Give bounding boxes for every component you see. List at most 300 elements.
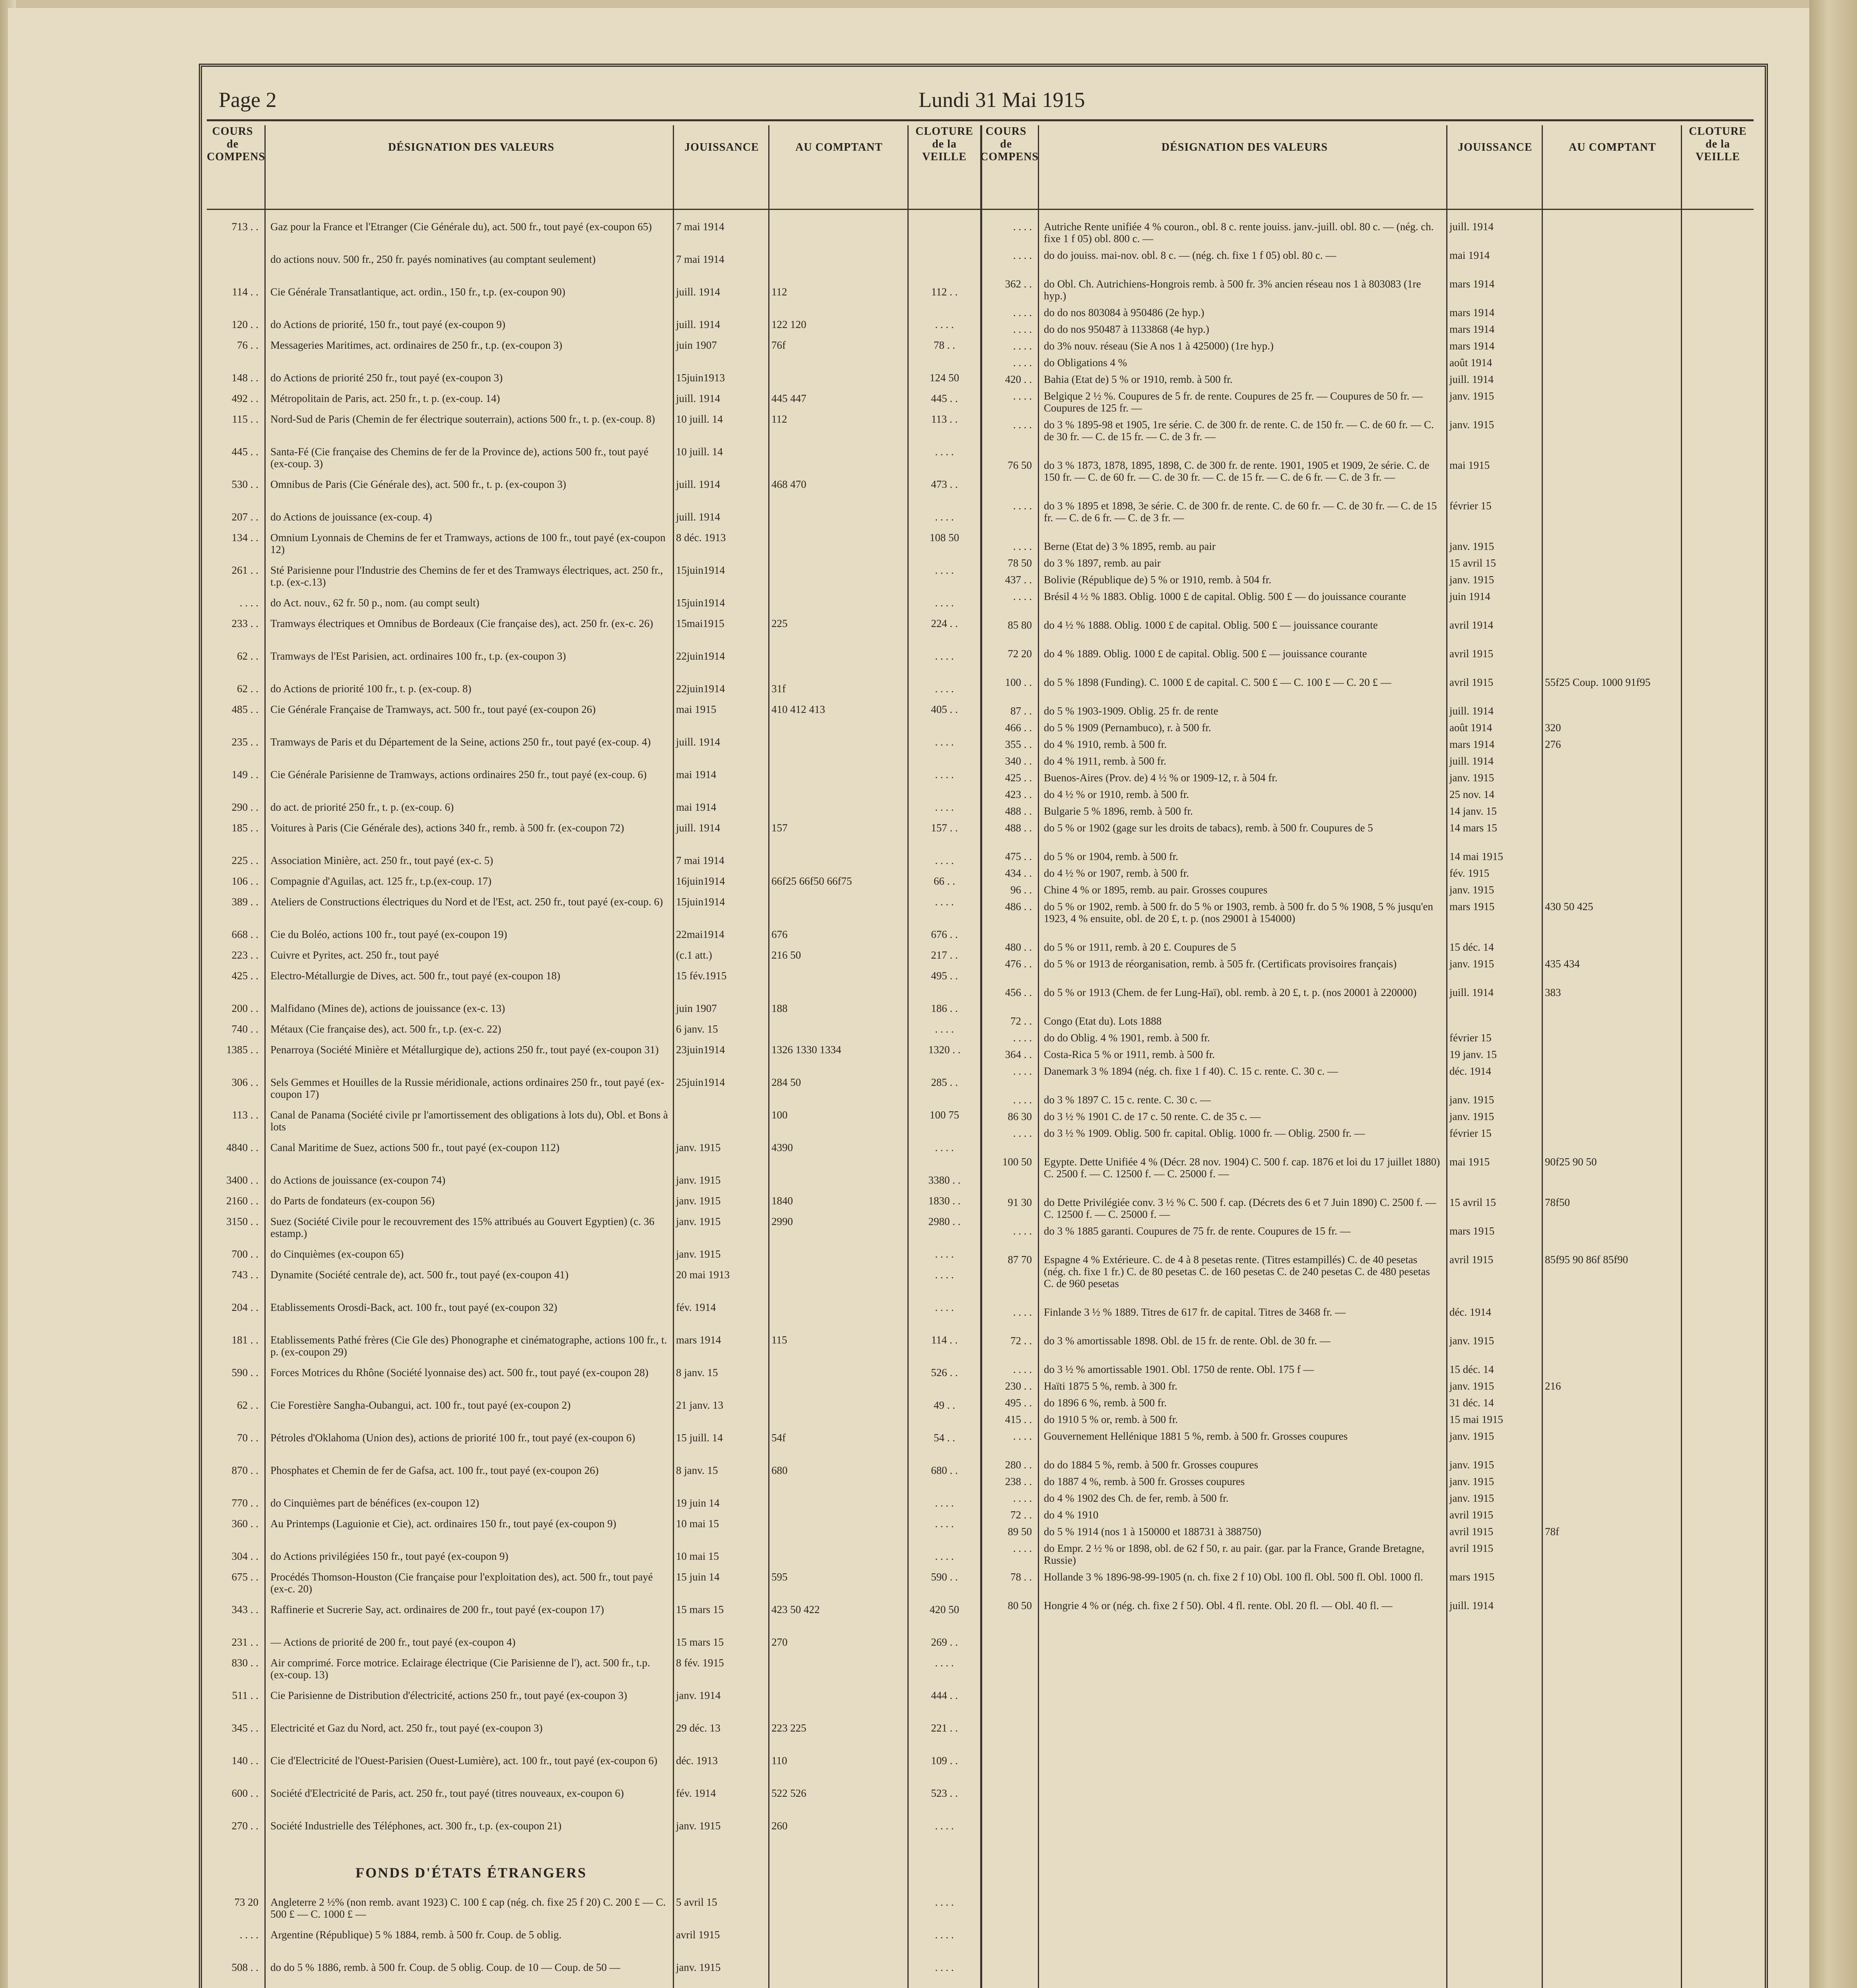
cell-au-comptant: 320 [1545,722,1561,734]
col-header-cours: COURS de COMPENS [207,125,265,163]
cell-designation: do 5 % or 1913 de réorganisation, remb. à 505 fr. (Certificats provisoires français) [1044,958,1397,970]
cell-jouissance: 15mai1915 [676,617,725,629]
header-rule [207,119,1754,121]
cell-jouissance: juill. 1914 [676,392,721,404]
cell-jouissance: 15juin1914 [676,896,725,908]
cell-jouissance: février 15 [1449,500,1492,512]
cell-cours: 85 80 [1008,619,1032,631]
cell-jouissance: janv. 1915 [676,1820,721,1832]
cell-designation: Tramways électriques et Omnibus de Bordeaux (Cie française des), act. 250 fr. (ex-c. 26) [270,617,653,629]
cell-au-comptant: 78f [1545,1526,1559,1538]
cell-cloture: 112 . . [931,286,958,298]
cell-jouissance: 15 juin 14 [676,1571,720,1583]
cell-designation: do 3 % 1885 garanti. Coupures de 75 fr. de rente. Coupures de 15 fr. — [1044,1225,1351,1237]
cell-designation: Gouvernement Hellénique 1881 5 %, remb. à 500 fr. Grosses coupures [1044,1430,1348,1442]
cell-designation: Omnium Lyonnais de Chemins de fer et Tramways, actions de 100 fr., tout payé (ex-coupon 12) [270,532,666,555]
cell-designation: Cuivre et Pyrites, act. 250 fr., tout payé [270,949,439,961]
cell-jouissance: janv. 1915 [1449,1094,1494,1106]
cell-cours: . . . . [239,597,258,609]
cell-cloture: 405 . . [931,703,958,715]
cell-jouissance: fév. 1914 [676,1787,716,1799]
cell-cours: 488 . . [1005,805,1032,817]
cell-designation: do 5 % or 1913 (Chem. de fer Lung-Haï), obl. remb. à 20 £, t. p. (nos 20001 à 220000) [1044,986,1417,998]
cell-jouissance: avril 1915 [1449,1254,1494,1266]
cell-designation: Sté Parisienne pour l'Industrie des Chemins de fer et des Tramways électriques, act. 250 fr., t.p. (ex-c.13) [270,564,663,588]
cell-cours: 415 . . [1005,1413,1032,1425]
cell-cours: 204 . . [231,1301,258,1313]
cell-designation: Pétroles d'Oklahoma (Union des), actions de priorité 100 fr., tout payé (ex-coupon 6) [270,1432,635,1444]
cell-jouissance: juill. 1914 [676,318,721,330]
col-divider [1681,125,1682,1988]
cell-cloture: . . . . [935,1301,954,1313]
cell-cours: 72 . . [1010,1509,1032,1521]
cell-cours: 207 . . [231,511,258,523]
cell-au-comptant: 410 412 413 [771,703,825,715]
cell-cours: 91 30 [1008,1196,1032,1208]
cell-au-comptant: 4390 [771,1142,793,1153]
cell-cours: 115 . . [232,413,258,425]
cell-jouissance: janv. 1915 [676,1174,721,1186]
cell-jouissance: mai 1914 [676,801,717,813]
cell-cours: 488 . . [1005,822,1032,834]
cell-cloture: . . . . [935,801,954,813]
cell-jouissance: janv. 1915 [1449,574,1494,586]
cell-designation: do 4 % 1889. Oblig. 1000 £ de capital. Oblig. 500 £ — jouissance courante [1044,648,1367,660]
header-divider [207,209,980,210]
cell-cours: 740 . . [231,1023,258,1035]
cell-cours: 270 . . [231,1820,258,1832]
cell-jouissance: 22mai1914 [676,928,725,940]
col-header-au-comptant: AU COMPTANT [1569,141,1656,153]
cell-jouissance: janv. 1915 [1449,419,1494,431]
cell-cloture: 124 50 [929,372,960,384]
cell-designation: Société d'Electricité de Paris, act. 250 fr., tout payé (titres nouveaux, ex-coupon 6) [270,1787,624,1799]
cell-jouissance: mars 1915 [1449,1225,1495,1237]
cell-designation: Finlande 3 ½ % 1889. Titres de 617 fr. de capital. Titres de 3468 fr. — [1044,1306,1346,1318]
cell-designation: do 3 ½ % 1901 C. de 17 c. 50 rente. C. de 35 c. — [1044,1110,1261,1122]
cell-cloture: 217 . . [931,949,958,961]
cell-cloture: 590 . . [931,1571,958,1583]
cell-designation: do Cinquièmes part de bénéfices (ex-coupon 12) [270,1497,479,1509]
cell-cours: 261 . . [231,564,258,576]
col-header-jouissance: JOUISSANCE [684,141,759,153]
cell-cloture: 473 . . [931,478,958,490]
cell-cloture: . . . . [935,683,954,695]
cell-cours: 492 . . [231,392,258,404]
cell-designation: do 3 % 1897 C. 15 c. rente. C. 30 c. — [1044,1094,1211,1106]
cell-cours: 3150 . . [226,1215,258,1227]
cell-cours: 345 . . [231,1722,258,1734]
cell-cloture: . . . . [935,511,954,523]
cell-cours: 485 . . [231,703,258,715]
cell-designation: Raffinerie et Sucrerie Say, act. ordinaires de 200 fr., tout payé (ex-coupon 17) [270,1604,604,1615]
cell-designation: Brésil 4 ½ % 1883. Oblig. 1000 £ de capital. Oblig. 500 £ — do jouissance courante [1044,590,1406,602]
cell-cloture: 224 . . [931,617,958,629]
cell-cloture: 78 . . [934,339,955,351]
cell-cours: 73 20 [234,1896,258,1908]
page-number: Page 2 [219,88,277,112]
cell-designation: do Empr. 2 ½ % or 1898, obl. de 62 f 50, r. au pair. (gar. par la France, Grande Bretagne, Russie) [1044,1542,1424,1566]
cell-jouissance: 15juin1913 [676,372,725,384]
cell-designation: do 3% nouv. réseau (Sie A nos 1 à 425000) (1re hyp.) [1044,340,1274,352]
cell-designation: do do nos 950487 à 1133868 (4e hyp.) [1044,323,1209,335]
cell-cours: 1385 . . [226,1044,258,1056]
cell-au-comptant: 112 [771,286,787,298]
cell-cours: 86 30 [1008,1110,1032,1122]
cell-designation: Argentine (République) 5 % 1884, remb. à 500 fr. Coup. de 5 oblig. [270,1929,562,1941]
cell-designation: do 3 ½ % 1909. Oblig. 500 fr. capital. Oblig. 1000 fr. — Oblig. 2500 fr. — [1044,1127,1365,1139]
cell-jouissance: 15 avril 15 [1449,1196,1496,1208]
cell-au-comptant: 115 [771,1334,787,1346]
cell-cours: 389 . . [231,896,258,908]
cell-jouissance: janv. 1915 [676,1961,721,1973]
cell-jouissance: 6 janv. 15 [676,1023,718,1035]
cell-cours: 456 . . [1005,986,1032,998]
cell-jouissance: juin 1907 [676,339,717,351]
cell-jouissance: janv. 1915 [1449,1492,1494,1504]
cell-cours: 364 . . [1005,1048,1032,1060]
cell-jouissance: janv. 1915 [676,1248,721,1260]
cell-cours: 668 . . [231,928,258,940]
cell-jouissance: mai 1914 [676,769,717,780]
cell-designation: Electricité et Gaz du Nord, act. 250 fr., tout payé (ex-coupon 3) [270,1722,543,1734]
cell-cours: . . . . [1013,1492,1032,1504]
cell-designation: do 1910 5 % or, remb. à 500 fr. [1044,1413,1178,1425]
col-header-designation: DÉSIGNATION DES VALEURS [388,141,555,153]
cell-jouissance: janv. 1915 [1449,1475,1494,1487]
right-table [980,125,1754,1988]
cell-cours: . . . . [1013,419,1032,431]
cell-jouissance: 15 juill. 14 [676,1432,723,1444]
cell-designation: do Actions de priorité 100 fr., t. p. (ex-coup. 8) [270,683,472,695]
cell-designation: Electro-Métallurgie de Dives, act. 500 fr., tout payé (ex-coupon 18) [270,970,561,982]
cell-cloture: 157 . . [931,822,958,834]
cell-cloture: 523 . . [931,1787,958,1799]
cell-cours: 223 . . [231,949,258,961]
cell-cours: 225 . . [231,854,258,866]
cell-cloture: . . . . [935,1269,954,1281]
cell-jouissance: 14 mars 15 [1449,822,1497,834]
cell-cloture: . . . . [935,1961,954,1973]
cell-jouissance: 21 janv. 13 [676,1399,723,1411]
cell-designation: do do Oblig. 4 % 1901, remb. à 500 fr. [1044,1032,1210,1044]
cell-cours: . . . . [1013,500,1032,512]
cell-cours: 181 . . [231,1334,258,1346]
cell-cloture: 114 . . [931,1334,958,1346]
cell-jouissance: déc. 1913 [676,1755,718,1767]
cell-jouissance: 5 avril 15 [676,1896,717,1908]
cell-designation: do Actions de priorité, 150 fr., tout payé (ex-coupon 9) [270,318,505,330]
cell-jouissance: 25 nov. 14 [1449,788,1494,800]
cell-designation: Hongrie 4 % or (nég. ch. fixe 2 f 50). Obl. 4 fl. rente. Obl. 20 fl. — Obl. 40 fl. — [1044,1600,1393,1611]
cell-jouissance: juin 1914 [1449,590,1490,602]
cell-cours: 445 . . [231,446,258,458]
cell-cours: 231 . . [231,1636,258,1648]
cell-cloture: . . . . [935,1896,954,1908]
cell-cours: . . . . [1013,540,1032,552]
col-divider [768,125,769,1988]
cell-cours: 434 . . [1005,867,1032,879]
cell-jouissance: mars 1914 [1449,738,1495,750]
cell-designation: Air comprimé. Force motrice. Eclairage électrique (Cie Parisienne de l'), act. 500 fr., t.p. (ex-coup. 13) [270,1657,650,1681]
cell-cours: . . . . [1013,590,1032,602]
cell-cloture: . . . . [935,896,954,908]
cell-cours: 72 . . [1010,1335,1032,1347]
cell-cloture: . . . . [935,854,954,866]
cell-designation: do 3 % amortissable 1898. Obl. de 15 fr. de rente. Obl. de 30 fr. — [1044,1335,1331,1347]
cell-jouissance: 15 mars 15 [676,1604,724,1615]
cell-cours: 2160 . . [226,1195,258,1207]
cell-cours: 476 . . [1005,958,1032,970]
cell-cours: 235 . . [231,736,258,748]
cell-designation: Dynamite (Société centrale de), act. 500 fr., tout payé (ex-coupon 41) [270,1269,569,1281]
cell-au-comptant: 85f95 90 86f 85f90 [1545,1254,1628,1266]
cell-cours: . . . . [1013,323,1032,335]
cell-designation: Cie Forestière Sangha-Oubangui, act. 100 fr., tout payé (ex-coupon 2) [270,1399,571,1411]
cell-jouissance: juill. 1914 [676,822,721,834]
cell-cours: 495 . . [1005,1397,1032,1409]
cell-jouissance: avril 1915 [1449,648,1494,660]
cell-cloture: 680 . . [931,1464,958,1476]
cell-jouissance: déc. 1914 [1449,1065,1491,1077]
col-header-cours: COURS de COMPENS [980,125,1039,163]
cell-au-comptant: 276 [1545,738,1561,750]
cell-jouissance: juill. 1914 [676,511,721,523]
cell-cloture: 1830 . . [928,1195,961,1207]
cell-au-comptant: 100 [771,1109,788,1121]
cell-au-comptant: 55f25 Coup. 1000 91f95 [1545,676,1651,688]
cell-cours: 590 . . [231,1367,258,1378]
cell-designation: Penarroya (Société Minière et Métallurgique de), actions 250 fr., tout payé (ex-coupon 31) [270,1044,659,1056]
cell-au-comptant: 423 50 422 [771,1604,820,1615]
cell-cours: . . . . [1013,340,1032,352]
cell-cours: 360 . . [231,1518,258,1530]
cell-jouissance: avril 1915 [1449,676,1494,688]
cell-cours: 290 . . [231,801,258,813]
cell-cours: 72 . . [1010,1015,1032,1027]
cell-cloture: 2980 . . [928,1215,961,1227]
cell-designation: Cie Générale Française de Tramways, act. 500 fr., tout payé (ex-coupon 26) [270,703,596,715]
cell-au-comptant: 225 [771,617,788,629]
cell-cours: . . . . [1013,357,1032,369]
col-divider [264,125,266,1988]
cell-cours: . . . . [1013,1127,1032,1139]
cell-designation: — Actions de priorité de 200 fr., tout payé (ex-coupon 4) [270,1636,516,1648]
cell-designation: do 3 % 1897, remb. au pair [1044,557,1161,569]
cell-designation: Bolivie (République de) 5 % or 1910, remb. à 504 fr. [1044,574,1272,586]
cell-designation: Angleterre 2 ½% (non remb. avant 1923) C. 100 £ cap (nég. ch. fixe 25 f 20) C. 200 £ — C. 500 £ — C. 1000 £ — [270,1896,666,1920]
cell-designation: do 5 % 1898 (Funding). C. 1000 £ de capital. C. 500 £ — C. 100 £ — C. 20 £ — [1044,676,1391,688]
cell-cours: 830 . . [231,1657,258,1669]
cell-au-comptant: 216 50 [771,949,801,961]
cell-jouissance: mars 1914 [1449,340,1495,352]
cell-designation: do 4 % 1910, remb. à 500 fr. [1044,738,1167,750]
cell-cloture: 526 . . [931,1367,958,1378]
page-edge-right [1809,0,1857,1988]
cell-cours: . . . . [1013,1032,1032,1044]
cell-cours: 600 . . [231,1787,258,1799]
cell-designation: do 1896 6 %, remb. à 500 fr. [1044,1397,1167,1409]
cell-jouissance: 15 avril 15 [1449,557,1496,569]
cell-au-comptant: 435 434 [1545,958,1580,970]
cell-cours: 230 . . [1005,1380,1032,1392]
cell-cours: 511 . . [232,1689,258,1701]
cell-cours: 486 . . [1005,901,1032,912]
cell-jouissance: juill. 1914 [676,478,721,490]
cell-jouissance: 8 janv. 15 [676,1367,718,1378]
cell-jouissance: janv. 1915 [1449,1380,1494,1392]
cell-cours: 423 . . [1005,788,1032,800]
cell-jouissance: janv. 1915 [1449,1430,1494,1442]
cell-designation: do Actions de priorité 250 fr., tout payé (ex-coupon 3) [270,372,503,384]
cell-designation: Ateliers de Constructions électriques du Nord et de l'Est, act. 250 fr., tout payé (ex-coup. 6) [270,896,663,908]
col-divider [907,125,909,1988]
cell-cours: 530 . . [231,478,258,490]
cell-cloture: . . . . [935,1023,954,1035]
cell-jouissance: 22juin1914 [676,650,725,662]
cell-designation: Santa-Fé (Cie française des Chemins de fer de la Province de), actions 500 fr., tout payé (ex-coup. 3) [270,446,649,470]
cell-designation: Cie du Boléo, actions 100 fr., tout payé (ex-coupon 19) [270,928,507,940]
cell-cloture: 3380 . . [928,1174,961,1186]
cell-designation: do actions nouv. 500 fr., 250 fr. payés nominatives (au comptant seulement) [270,253,596,265]
cell-jouissance: janv. 1915 [676,1195,721,1207]
cell-designation: Etablissements Pathé frères (Cie Gle des) Phonographe et cinématographe, actions 100 fr., t. p. (ex-coupon 29) [270,1334,667,1358]
cell-designation: Canal de Panama (Société civile pr l'amortissement des obligations à lots du), Obl. et Bons à lots [270,1109,668,1133]
cell-jouissance: 10 juill. 14 [676,446,723,458]
cell-cours: 306 . . [231,1076,258,1088]
cell-cours: 78 . . [1010,1571,1032,1583]
cell-cours: . . . . [1013,1094,1032,1106]
cell-au-comptant: 1326 1330 1334 [771,1044,841,1056]
cell-jouissance: 25juin1914 [676,1076,725,1088]
cell-jouissance: 15 mai 1915 [1449,1413,1503,1425]
cell-au-comptant: 680 [771,1464,788,1476]
cell-designation: Cie Générale Transatlantique, act. ordin., 150 fr., t.p. (ex-coupon 90) [270,286,565,298]
left-table [207,125,980,1988]
cell-cours: 80 50 [1008,1600,1032,1611]
cell-cours: . . . . [239,1929,258,1941]
cell-jouissance: avril 1915 [676,1929,720,1941]
cell-cours: 113 . . [232,1109,258,1121]
cell-cours: 76 . . [237,339,258,351]
cell-au-comptant: 66f25 66f50 66f75 [771,875,852,887]
cell-jouissance: mai 1915 [1449,1156,1490,1168]
cell-au-comptant: 223 225 [771,1722,806,1734]
cell-designation: do 5 % or 1904, remb. à 500 fr. [1044,850,1179,862]
cell-jouissance: janv. 1915 [1449,772,1494,784]
cell-cours: 96 . . [1010,884,1032,896]
cell-designation: do Obl. Ch. Autrichiens-Hongrois remb. à 500 fr. 3% ancien réseau nos 1 à 803083 (1re hyp.) [1044,278,1421,302]
cell-cours: 106 . . [231,875,258,887]
cell-cours: 72 20 [1008,648,1032,660]
cell-cours: 233 . . [231,617,258,629]
cell-designation: Messageries Maritimes, act. ordinaires de 250 fr., t.p. (ex-coupon 3) [270,339,563,351]
cell-cours: . . . . [1013,1542,1032,1554]
cell-jouissance: avril 1915 [1449,1542,1494,1554]
cell-designation: Costa-Rica 5 % or 1911, remb. à 500 fr. [1044,1048,1215,1060]
cell-cours: 62 . . [237,1399,258,1411]
cell-jouissance: février 15 [1449,1032,1492,1044]
cell-cours: 713 . . [231,221,258,233]
cell-cours: 149 . . [231,769,258,780]
cell-designation: do Actions de jouissance (ex-coupon 74) [270,1174,446,1186]
cell-designation: do 5 % 1914 (nos 1 à 150000 et 188731 à 388750) [1044,1526,1261,1538]
cell-cloture: 100 75 [929,1109,960,1121]
cell-jouissance: 19 janv. 15 [1449,1048,1497,1060]
cell-cloture: . . . . [935,318,954,330]
cell-designation: Au Printemps (Laguionie et Cie), act. ordinaires 150 fr., tout payé (ex-coupon 9) [270,1518,616,1530]
page-date: Lundi 31 Mai 1915 [919,88,1085,112]
cell-cloture: 113 . . [931,413,958,425]
cell-au-comptant: 595 [771,1571,788,1583]
cell-jouissance: janv. 1915 [1449,1459,1494,1471]
cell-cours: 340 . . [1005,755,1032,767]
cell-au-comptant: 157 [771,822,788,834]
cell-jouissance: 22juin1914 [676,683,725,695]
cell-au-comptant: 216 [1545,1380,1561,1392]
cell-jouissance: mars 1915 [1449,1571,1495,1583]
cell-designation: do 3 % 1895 et 1898, 3e série. C. de 300 fr. de rente. C. de 60 fr. — C. de 30 fr. — C. de 15 fr. — C. de 6 fr. — C. de 3 fr. — [1044,500,1437,524]
cell-jouissance: 10 juill. 14 [676,413,723,425]
cell-cours: 89 50 [1008,1526,1032,1538]
cell-jouissance: mai 1914 [1449,249,1490,261]
cell-au-comptant: 90f25 90 50 [1545,1156,1597,1168]
cell-cours: 134 . . [231,532,258,544]
cell-cloture: 269 . . [931,1636,958,1648]
col-divider [1542,125,1543,1988]
cell-cours: 466 . . [1005,722,1032,734]
cell-designation: do act. de priorité 250 fr., t. p. (ex-coup. 6) [270,801,454,813]
cell-jouissance: mai 1915 [676,703,717,715]
col-header-cloture: CLOTURE de la VEILLE [1689,125,1747,163]
cell-cours: 304 . . [231,1550,258,1562]
cell-cours: 70 . . [237,1432,258,1444]
cell-jouissance: janv. 1914 [676,1689,721,1701]
cell-cours: 114 . . [232,286,258,298]
cell-au-comptant: 1840 [771,1195,793,1207]
cell-cloture: . . . . [935,1497,954,1509]
cell-designation: do 5 % 1909 (Pernambuco), r. à 500 fr. [1044,722,1211,734]
cell-cloture: 495 . . [931,970,958,982]
cell-au-comptant: 31f [771,683,786,695]
section-title-fonds-etrangers: FONDS D'ÉTATS ÉTRANGERS [355,1865,587,1881]
cell-designation: do 5 % or 1902 (gage sur les droits de tabacs), remb. à 500 fr. Coupures de 5 [1044,822,1373,834]
cell-cloture: . . . . [935,1550,954,1562]
cell-cours: 87 . . [1010,705,1032,717]
cell-jouissance: 7 mai 1914 [676,253,725,265]
cell-designation: Etablissements Orosdi-Back, act. 100 fr., tout payé (ex-coupon 32) [270,1301,557,1313]
cell-jouissance: janv. 1915 [676,1215,721,1227]
cell-designation: do 4 ½ % or 1910, remb. à 500 fr. [1044,788,1189,800]
cell-jouissance: 15 déc. 14 [1449,1363,1494,1375]
cell-jouissance: avril 1915 [1449,1509,1494,1521]
cell-cours: 62 . . [237,650,258,662]
cell-jouissance: avril 1914 [1449,619,1494,631]
cell-jouissance: juill. 1914 [1449,705,1494,717]
cell-jouissance: juill. 1914 [1449,986,1494,998]
cell-au-comptant: 284 50 [771,1076,801,1088]
cell-cloture: 285 . . [931,1076,958,1088]
cell-jouissance: mars 1914 [1449,278,1495,290]
cell-jouissance: 29 déc. 13 [676,1722,721,1734]
cell-cours: 420 . . [1005,373,1032,385]
cell-au-comptant: 2990 [771,1215,793,1227]
cell-designation: do do 1884 5 %, remb. à 500 fr. Grosses coupures [1044,1459,1259,1471]
cell-cloture: . . . . [935,736,954,748]
cell-cloture: 221 . . [931,1722,958,1734]
cell-designation: do Obligations 4 % [1044,357,1127,369]
cell-designation: Cie d'Electricité de l'Ouest-Parisien (Ouest-Lumière), act. 100 fr., tout payé (ex-coupon 6) [270,1755,658,1767]
